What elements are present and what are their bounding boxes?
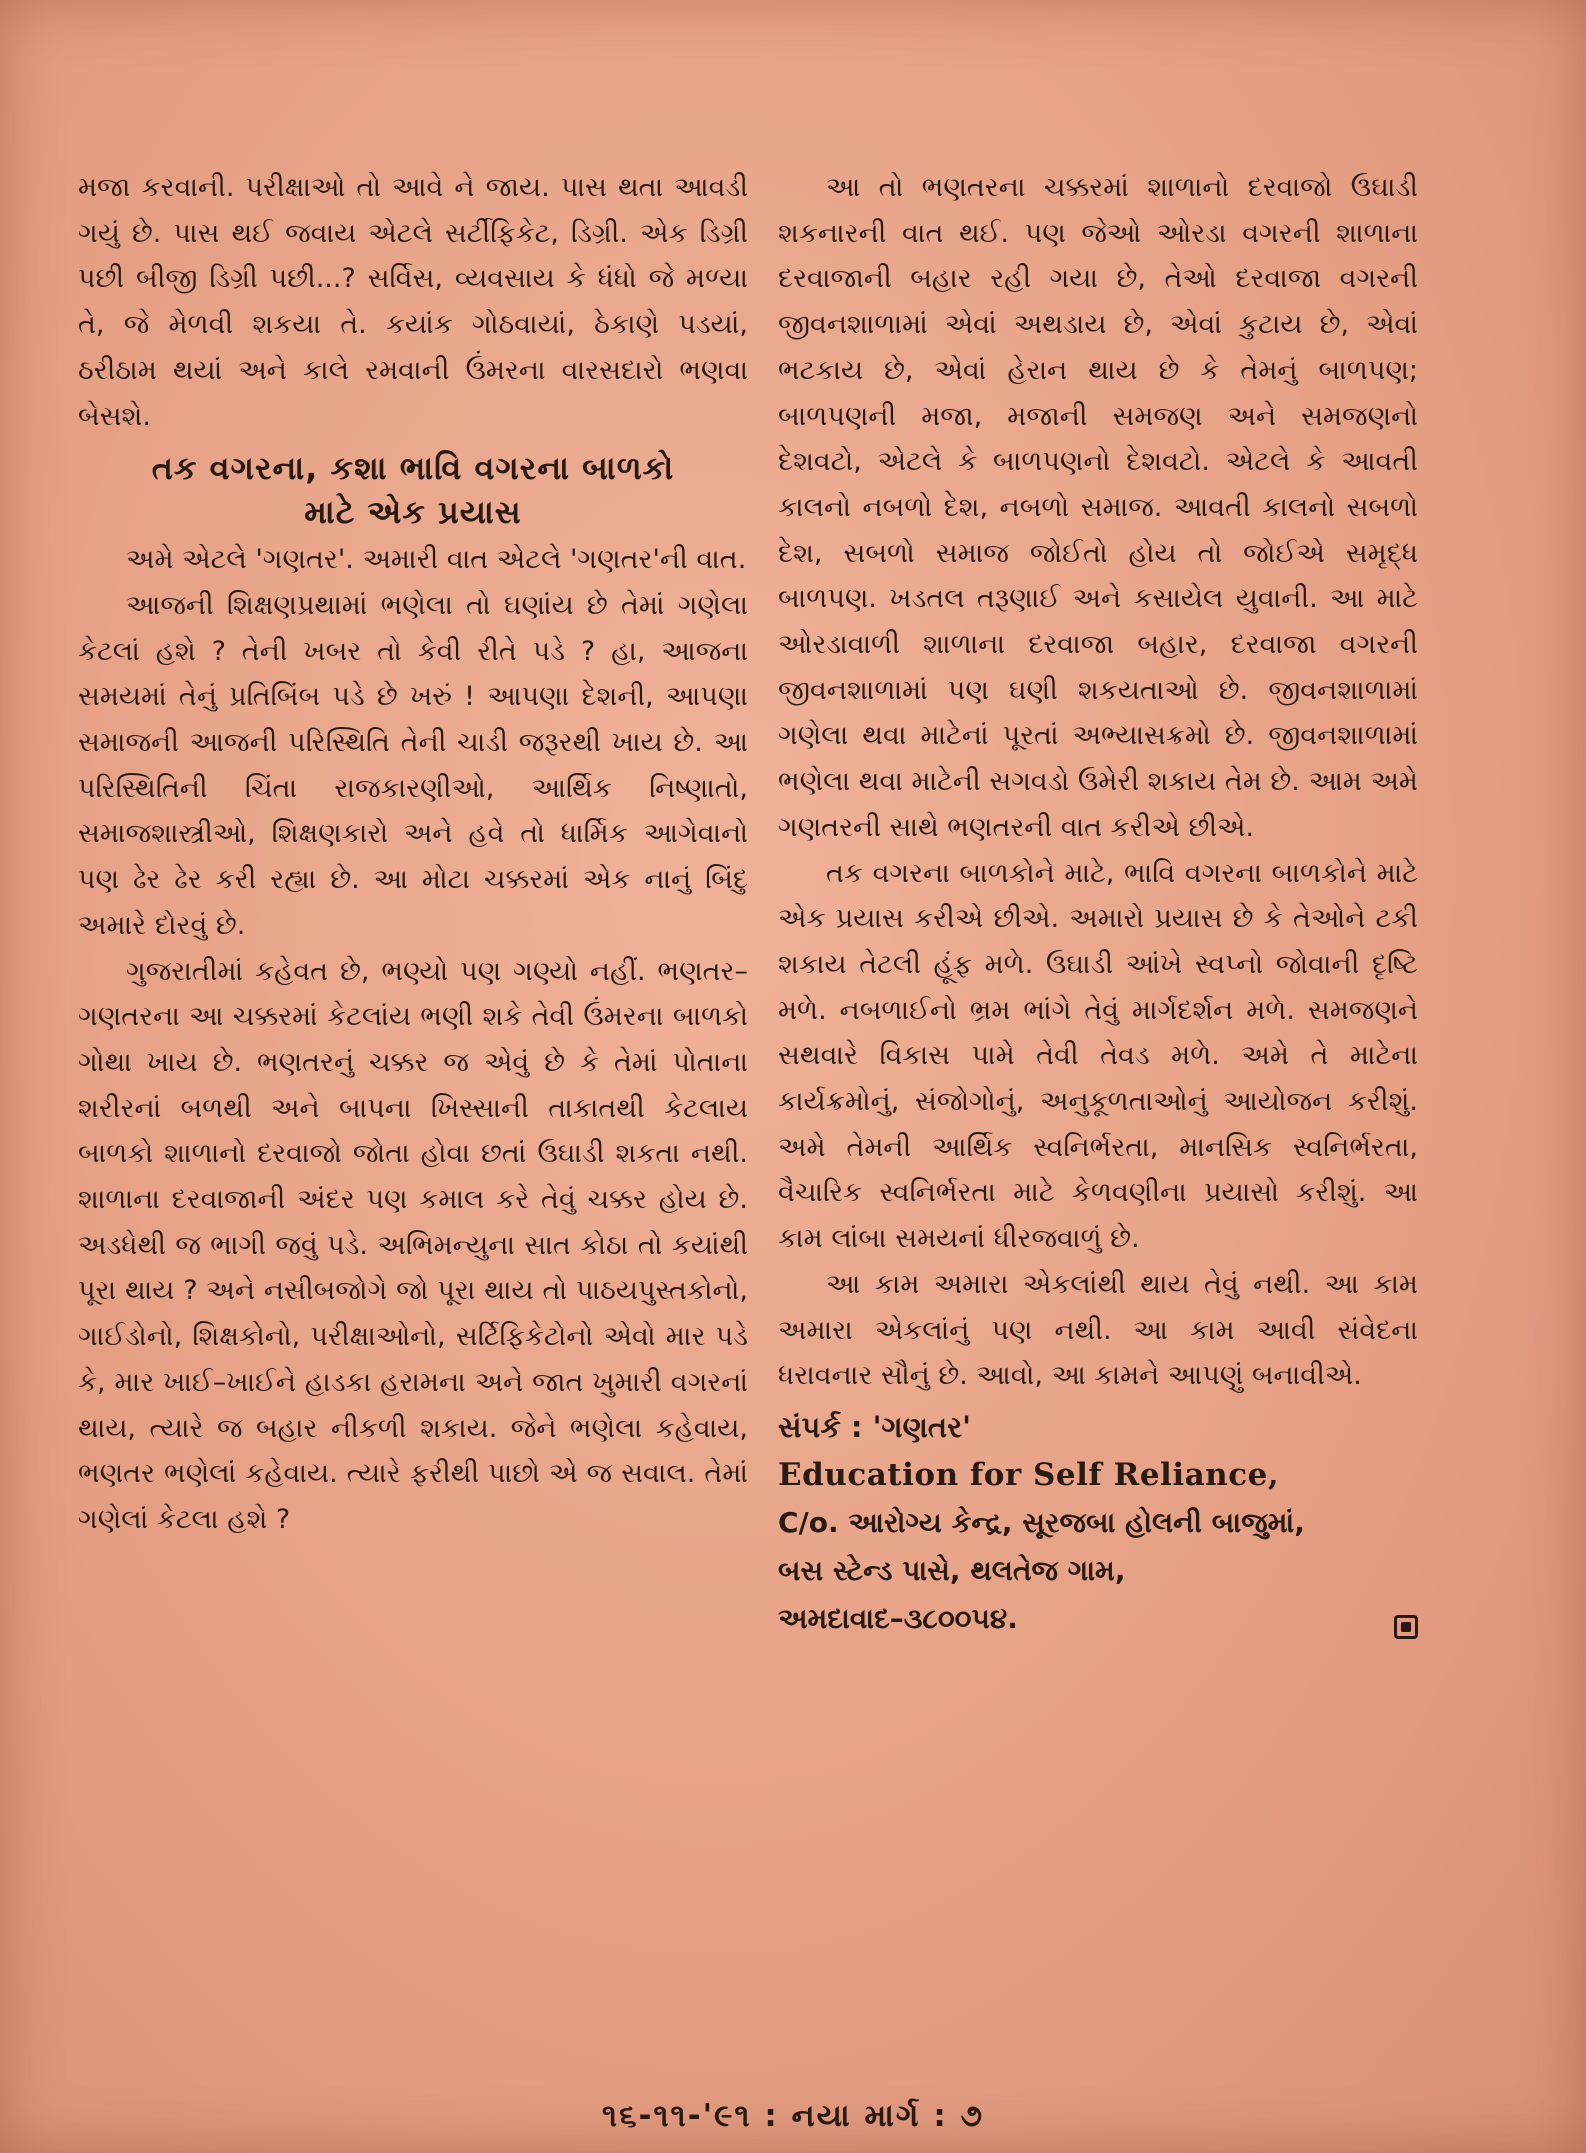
left-paragraph-2: અમે એટલે 'ગણતર'. અમારી વાત એટલે 'ગણતર'ની વાત. [126, 544, 747, 576]
left-paragraph-4: ગુજરાતીમાં કહેવત છે, ભણ્યો પણ ગણ્યો નહીં. ભણતર–ગણતરના આ ચક્કરમાં કેટલાંય ભણી શકે તેવી ઉંમરના બાળકો ગોથા ખાય છે. ભણતરનું ચક્કર જ એવું છે કે તેમાં પોતાના શરીરનાં બળથી અને બાપના ખિસ્સાની તાકાતથી કેટલાય બાળકો શાળાનો દરવાજો જોતા હોવા છતાં ઉઘાડી શકતા નથી. શાળાના દરવાજાની અંદર પણ કમાલ કરે તેવું ચક્કર હોય છે. અડધેથી જ ભાગી જવું પડે. અભિમન્યુના સાત કોઠા તો કયાંથી પૂરા થાય ? અને નસીબજોગે જો પૂરા થાય તો પાઠયપુસ્તકોનો, ગાઈડોનો, શિક્ષકોનો, પરીક્ષાઓનો, સર્ટિફિકેટોનો એવો માર પડે કે, માર ખાઈ–ખાઈને હાડકા હરામના અને જાત ખુમારી વગરનાં થાય, ત્યારે જ બહાર નીકળી શકાય. જેને ભણેલા કહેવાય, ભણતર ભણેલાં કહેવાય. ત્યારે ફરીથી પાછો એ જ સવાલ. તેમાં ગણેલાં કેટલા હશે ? [78, 955, 748, 1535]
contact-address-line-3: અમદાવાદ–૩૮૦૦૫૪. [778, 1601, 1018, 1635]
right-paragraph-3: આ કામ અમારા એકલાંથી થાય તેવું નથી. આ કામ અમારા એકલાંનું પણ નથી. આ કામ આવી સંવેદના ધરાવનાર સૌનું છે. આવો, આ કામને આપણું બનાવીએ. [778, 1268, 1418, 1392]
contact-block [778, 1403, 1418, 1643]
right-paragraph-1: આ તો ભણતરના ચક્કરમાં શાળાનો દરવાજો ઉઘાડી શકનારની વાત થઈ. પણ જેઓ ઓરડા વગરની શાળાના દરવાજાની બહાર રહી ગયા છે, તેઓ દરવાજા વગરની જીવનશાળામાં એવાં અથડાય છે, એવાં કુટાય છે, એવાં ભટકાય છે, એવાં હેરાન થાય છે કે તેમનું બાળપણ; બાળપણની મજા, મજાની સમજણ અને સમજણનો દેશવટો, એટલે કે બાળપણનો દેશવટો. એટલે કે આવતી કાલનો નબળો દેશ, નબળો સમાજ. આવતી કાલનો સબળો દેશ, સબળો સમાજ જોઈતો હોય તો જોઈએ સમૃદ્ધ બાળપણ. ખડતલ તરૂણાઈ અને કસાયેલ યુવાની. આ માટે ઓરડાવાળી શાળાના દરવાજા બહાર, દરવાજા વગરની જીવનશાળામાં પણ ઘણી શકયતાઓ છે. જીવનશાળામાં ગણેલા થવા માટેનાં પૂરતાં અભ્યાસક્રમો છે. જીવનશાળામાં ભણેલા થવા માટેની સગવડો ઉમેરી શકાય તેમ છે. આમ અમે ગણતરની સાથે ભણતરની વાત કરીએ છીએ. [778, 172, 1418, 843]
contact-label: સંપર્ક : 'ગણતર' [778, 1409, 972, 1444]
right-paragraph-2: તક વગરના બાળકોને માટે, ભાવિ વગરના બાળકોને માટે એક પ્રયાસ કરીએ છીએ. અમારો પ્રયાસ છે કે તેઓને ટકી શકાય તેટલી હૂંફ મળે. ઉઘાડી આંખે સ્વપ્નો જોવાની દૃષ્ટિ મળે. નબળાઈનો ભ્રમ ભાંગે તેવું માર્ગદર્શન મળે. સમજણને સથવારે વિકાસ પામે તેવી તેવડ મળે. અમે તે માટેના કાર્યક્રમોનું, સંજોગોનું, અનુકૂળતાઓનું આયોજન કરીશું. અમે તેમની આર્થિક સ્વનિર્ભરતા, માનસિક સ્વનિર્ભરતા, વૈચારિક સ્વનિર્ભરતા માટે કેળવણીના પ્રયાસો કરીશું. આ કામ લાંબા સમયનાં ધીરજવાળું છે. [778, 857, 1418, 1255]
left-paragraph-1: મજા કરવાની. પરીક્ષાઓ તો આવે ને જાય. પાસ થતા આવડી ગયું છે. પાસ થઈ જવાય એટલે સર્ટીફિકેટ, ડિગ્રી. એક ડિગ્રી પછી બીજી ડિગ્રી પછી...? સર્વિસ, વ્યવસાય કે ધંધો જે મળ્યા તે, જે મેળવી શકયા તે. કયાંક ગોઠવાયાં, ઠેકાણે પડયાં, ઠરીઠામ થયાં અને કાલે રમવાની ઉંમરના વારસદારો ભણવા બેસશે. [78, 172, 748, 432]
left-column [78, 165, 748, 1543]
contact-address-line-1: C/o. આરોગ્ય કેન્દ્ર, સૂરજબા હોલની બાજુમાં, [778, 1505, 1305, 1539]
page-footer: ૧૬-૧૧-'૯૧ : નયા માર્ગ : ૭ [601, 2098, 985, 2134]
left-paragraph-3: આજની શિક્ષણપ્રથામાં ભણેલા તો ઘણાંય છે તેમાં ગણેલા કેટલાં હશે ? તેની ખબર તો કેવી રીતે પડે ? હા, આજના સમયમાં તેનું પ્રતિબિંબ પડે છે ખરું ! આપણા દેશની, આપણા સમાજની આજની પરિસ્થિતિ તેની ચાડી જરૂરથી ખાય છે. આ પરિસ્થિતિની ચિંતા રાજકારણીઓ, આર્થિક નિષ્ણાતો, સમાજશાસ્ત્રીઓ, શિક્ષણકારો અને હવે તો ધાર્મિક આગેવાનો પણ ઢેર ઢેર કરી રહ્યા છે. આ મોટા ચક્કરમાં એક નાનું બિંદુ અમારે દોરવું છે. [78, 589, 748, 941]
article-end-mark-icon [1394, 1615, 1418, 1639]
right-column [778, 165, 1418, 1643]
section-heading-line-2: માટે એક પ્રયાસ [304, 493, 522, 532]
contact-address-line-2: બસ સ્ટેન્ડ પાસે, થલતેજ ગામ, [778, 1553, 1126, 1587]
contact-organization: Education for Self Reliance, [778, 1456, 1280, 1493]
section-heading-line-1: તક વગરના, કશા ભાવિ વગરના બાળકો [151, 449, 675, 488]
